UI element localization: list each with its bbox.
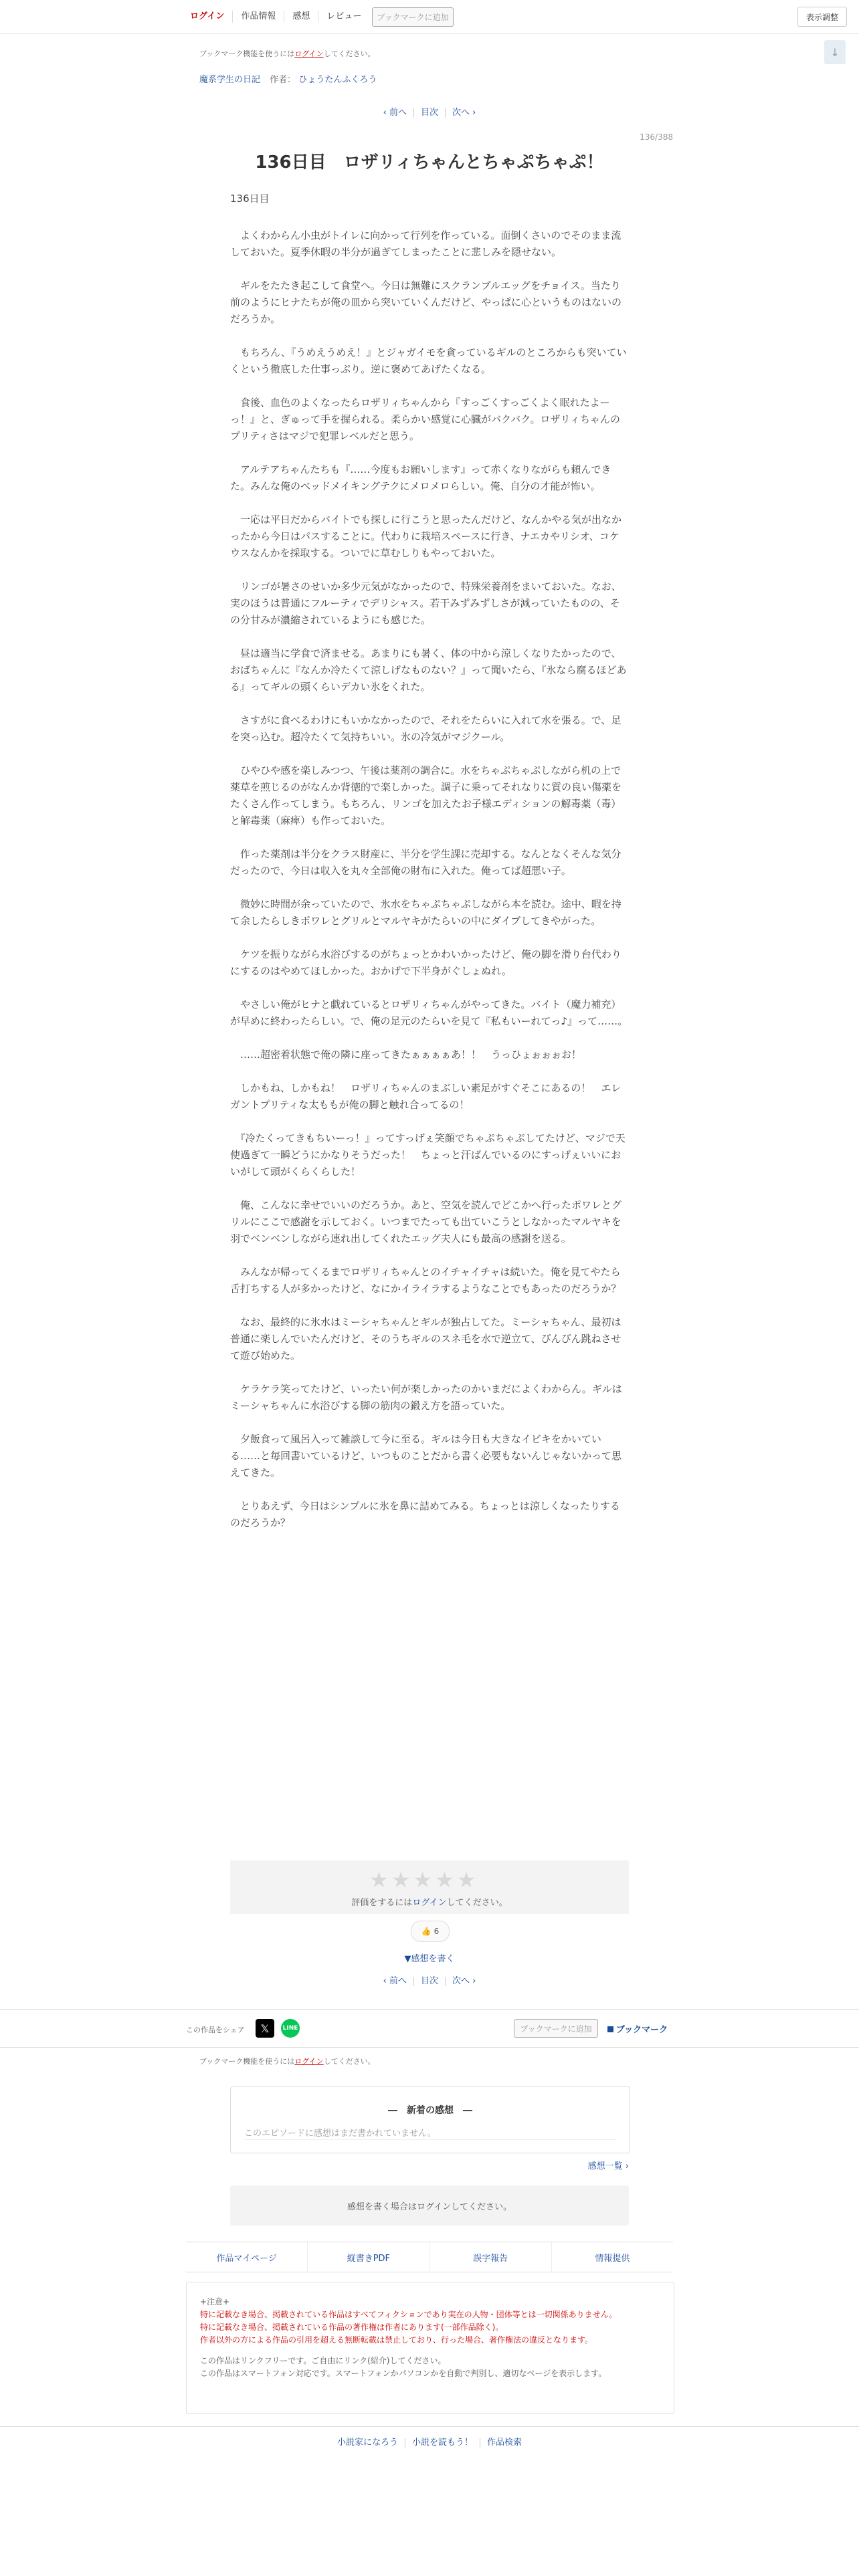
rating-login-link[interactable]: ログイン — [412, 1898, 447, 1908]
impression-login-note: 感想を書く場合はログインしてください。 — [230, 2185, 629, 2226]
next-link[interactable]: 次へ › — [452, 108, 476, 118]
like-button[interactable] — [411, 1921, 450, 1942]
star-icon[interactable]: ★ — [413, 1867, 433, 1893]
info-line: この作品はリンクフリーです。ご自由にリンク(紹介)してください。 — [200, 2356, 446, 2365]
body-paragraph: さすがに食べるわけにもいかなかったので、それをたらいに入れて水を張る。で、足を突っ込む。超冷たくて気持ちいい。氷の冷気がマジクール。 — [230, 714, 622, 743]
next-link-bottom[interactable]: 次へ › — [452, 1976, 476, 1986]
author-link[interactable]: ひょうたんふくろう — [298, 75, 377, 85]
body-paragraph: みんなが帰ってくるまでロザリィちゃんとのイチャイチャは続いた。俺を見てやたら舌打ちする人が多かったけど、なにかイライラするようなことでもあったのだろうか？ — [230, 1266, 622, 1295]
bookmark-notice-login-link-bottom[interactable]: ログイン — [294, 2057, 324, 2066]
series-info — [199, 72, 383, 85]
site-link[interactable]: 小説を読もう！ — [405, 2438, 480, 2448]
body-paragraph: 夕飯食って風呂入って雑談して今に至る。ギルは今日も大きなイビキをかいている……と毎回書いているけど、いつものことだから書く必要もないんじゃないかって思えてきた。 — [230, 1433, 622, 1479]
divider — [244, 2139, 616, 2140]
rating-box — [230, 1860, 629, 1914]
chapter-title: 136日目 ロザリィちゃんとちゃぷちゃぷ！ — [255, 152, 604, 173]
work-info-link[interactable]: 作品情報 — [233, 11, 284, 23]
bookmark-icon — [607, 2026, 613, 2032]
bottom-divider — [0, 2426, 859, 2427]
series-title-link[interactable]: 魔系学生の日記 — [199, 75, 261, 85]
caution-line: 特に記載なき場合、掲載されている作品の著作権は作者にあります(一部作品除く)。 — [200, 2323, 504, 2332]
caution-line: 特に記載なき場合、掲載されている作品はすべてフィクションであり実在の人物・団体等とは一切関係ありません。 — [200, 2310, 617, 2319]
body-paragraph: しかもね、しかもね！ ロザリィちゃんのまぶしい素足がすぐそこにあるの！ エレガントプリティな太ももが俺の脚と触れ合ってるの！ — [230, 1082, 622, 1111]
impressions-list-link[interactable]: 感想一覧 › — [587, 2161, 629, 2171]
work-link[interactable]: 誤字報告 — [430, 2242, 552, 2272]
body-paragraph: もちろん、『うめえうめえ！』とジャガイモを貪っているギルのところからも突いていくという徹底した仕事っぷり。逆に褒めてあげたくなる。 — [230, 346, 627, 375]
chapter-body — [230, 227, 629, 1548]
pager-bottom — [0, 1977, 859, 1986]
scroll-down-button[interactable]: ↓ — [824, 40, 846, 64]
body-paragraph: ケツを振りながら水浴びするのがちょっとかわいかったけど、俺の脚を滑り台代わりにするのはやめてほしかった。おかげで下半身がぐしょぬれ。 — [230, 948, 622, 977]
x-share-icon[interactable]: 𝕏 — [256, 2019, 274, 2038]
site-links — [0, 2438, 859, 2448]
review-link[interactable]: レビュー — [326, 11, 362, 21]
prev-link-bottom[interactable]: ‹ 前へ — [377, 1977, 414, 1986]
toc-link-bottom[interactable]: 目次 — [414, 1977, 446, 1986]
body-paragraph: ケラケラ笑ってたけど、いったい何が楽しかったのかいまだによくわからん。ギルはミーシャちゃんに水浴びする脚の筋肉の鍛え方を語っていた。 — [230, 1383, 622, 1412]
star-icon[interactable]: ★ — [456, 1867, 476, 1893]
impressions-title: ― 新着の感想 ― — [388, 2105, 472, 2116]
chapter-subtitle: 136日目 — [230, 193, 270, 205]
episode-counter: 136/388 — [640, 132, 673, 142]
impressions-box — [230, 2086, 630, 2153]
work-link[interactable]: 作品マイページ — [186, 2242, 308, 2272]
impressions-empty-text: このエピソードに感想はまだ書かれていません。 — [244, 2129, 436, 2139]
caution-line: 作者以外の方による作品の引用を超える無断転載は禁止しており、行った場合、著作権法の違反となります。 — [200, 2335, 593, 2345]
rating-note: 評価をするにはログインしてください。 — [351, 1898, 508, 1908]
caution-heading: +注意+ — [200, 2297, 230, 2306]
write-impression-link[interactable]: ▼感想を書く — [404, 1954, 455, 1964]
star-icon[interactable]: ★ — [391, 1867, 411, 1893]
body-paragraph: 『冷たくってきもちいーっ！』ってすっげぇ笑顔でちゃぷちゃぷしてたけど、マジで天使過ぎて一瞬どうにかなりそうだった！ ちょっと汗ばんでいるのにすっげぇいいにおいがして頭がくらくらした！ — [230, 1132, 626, 1178]
pager-top — [0, 108, 859, 118]
body-paragraph: 微妙に時間が余っていたので、氷水をちゃぷちゃぷしながら本を読む。途中、暇を持て余したらしきポワレとグリルとマルヤキがたらいの中にダイブしてきやがった。 — [230, 898, 622, 927]
toc-link[interactable]: 目次 — [414, 108, 446, 118]
bookmark-notice: ブックマーク機能を使うにはログインしてください。 — [199, 49, 375, 58]
body-paragraph: ……超密着状態で俺の隣に座ってきたぁぁぁぁあ！！ うっひょぉぉぉお！ — [230, 1049, 582, 1061]
site-link[interactable]: 小説家になろう — [330, 2438, 405, 2448]
star-icon[interactable]: ★ — [369, 1867, 389, 1893]
line-share-icon[interactable]: LINE — [281, 2019, 300, 2038]
body-paragraph: アルテアちゃんたちも『……今度もお願いします』って赤くなりながらも頼んできた。みんな俺のベッドメイキングテクにメロメロらしい。俺、自分の才能が怖い。 — [230, 463, 611, 492]
prev-link[interactable]: ‹ 前へ — [377, 108, 414, 118]
info-line: この作品はスマートフォン対応です。スマートフォンかパソコンかを自動で判別し、適切なページを表示します。 — [200, 2369, 607, 2378]
body-paragraph: ギルをたたき起こして食堂へ。今日は無難にスクランブルエッグをチョイス。当たり前のようにヒナたちが俺の皿から突いていくんだけど、やっぱに心というものはないのだろうか。 — [230, 280, 622, 325]
login-link[interactable]: ログイン — [186, 11, 233, 23]
author-label: 作者： — [270, 75, 296, 85]
like-count: 6 — [434, 1927, 440, 1936]
body-paragraph: 食後、血色のよくなったらロザリィちゃんから『すっごくすっごくよく眠れたよーっ！』と、ぎゅって手を握られる。柔らかい感覚に心臓がバクバク。ロザリィちゃんのプリティさはマジで犯罪レベルだと思う。 — [230, 397, 620, 442]
share-bar — [0, 2009, 859, 2048]
work-link[interactable]: 縦書きPDF — [308, 2242, 430, 2272]
body-paragraph: 昼は適当に学食で済ませる。あまりにも暑く、体の中から涼しくなりたかったので、おばちゃんに『なんか冷たくて涼しげなものない？』って聞いたら、『氷なら腐るほどある』ってギルの頭くらいデカい氷をくれた。 — [230, 647, 627, 693]
body-paragraph: リンゴが暑さのせいか多少元気がなかったので、特殊栄養剤をまいておいた。なお、実のほうは普通にフルーティでデリシャス。若干みずみずしさが減っていたものの、その分甘みが濃縮されているようにも感じた。 — [230, 580, 622, 626]
thumbs-up-icon: 👍 — [421, 1927, 432, 1936]
top-bar — [0, 0, 859, 34]
top-nav — [186, 7, 454, 27]
body-paragraph: 俺、こんなに幸せでいいのだろうか。あと、空気を読んでどこかへ行ったポワレとグリルにここで感謝を示しておく。いつまでたっても出ていこうとしなかったマルヤキを羽でベンベンしながら連れ出してくれたエッグ夫人にも最高の感謝を送る。 — [230, 1199, 622, 1245]
share-label: この作品をシェア — [186, 2026, 245, 2034]
bookmark-notice-bottom: ブックマーク機能を使うにはログインしてください。 — [199, 2057, 375, 2066]
impressions-link[interactable]: 感想 — [284, 11, 318, 23]
work-links-bar — [186, 2242, 673, 2272]
body-paragraph: なお、最終的に氷水はミーシャちゃんとギルが独占してた。ミーシャちゃん、最初は普通に楽しんでいたんだけど、そのうちギルのスネ毛を水で逆立て、ぴんぴん跳ねさせて遊び始めた。 — [230, 1316, 622, 1362]
body-paragraph: 一応は平日だからバイトでも探しに行こうと思ったんだけど、なんかやる気が出なかったから今日はパスすることに。代わりに栽培スペースに行き、ナエカやリシオ、コケウスなんかを採取する。ついでに草むしりもやっておいた。 — [230, 514, 622, 559]
work-link[interactable]: 情報提供 — [595, 2253, 630, 2264]
body-paragraph: よくわからん小虫がトイレに向かって行列を作っている。面倒くさいのでそのまま流しておいた。夏季休暇の半分が過ぎてしまったことに悲しみを隠せない。 — [230, 229, 622, 258]
bookmark-add-button[interactable]: ブックマークに追加 — [372, 7, 453, 27]
display-settings-button[interactable]: 表示調整 — [797, 7, 847, 27]
bookmark-notice-login-link[interactable]: ログイン — [294, 49, 324, 58]
site-link[interactable]: 作品検索 — [487, 2438, 522, 2448]
body-paragraph: とりあえず、今日はシンプルに氷を鼻に詰めてみる。ちょっとは涼しくなったりするのだろうか？ — [230, 1500, 620, 1529]
body-paragraph: やさしい俺がヒナと戯れているとロザリィちゃんがやってきた。バイト（魔力補充）が早めに終わったらしい。で、俺の足元のたらいを見て『私もいーれてっ♪』って……。 — [230, 998, 628, 1027]
bookmark-link[interactable]: ブックマーク — [607, 2022, 668, 2035]
body-paragraph: ひやひや感を楽しみつつ、午後は薬剤の調合に。水をちゃぷちゃぷしながら机の上で薬草を煎じるのがなんか背徳的で楽しかった。調子に乗ってそれなりに質の良い傷薬をたくさん作ってしまう。もちろん、リンゴを加えたお子様エディションの解毒薬（毒）と解毒薬（麻痺）も作っておいた。 — [230, 764, 622, 827]
bookmark-add-button-bottom[interactable]: ブックマークに追加 — [514, 2019, 598, 2038]
rating-stars[interactable] — [369, 1868, 476, 1891]
star-icon[interactable]: ★ — [435, 1867, 454, 1893]
caution-box — [186, 2282, 674, 2414]
body-paragraph: 作った薬剤は半分をクラス財産に、半分を学生課に売却する。なんとなくそんな気分だったので、今日は収入を丸々全部俺の財布に入れた。俺ってば超悪い子。 — [230, 848, 622, 877]
